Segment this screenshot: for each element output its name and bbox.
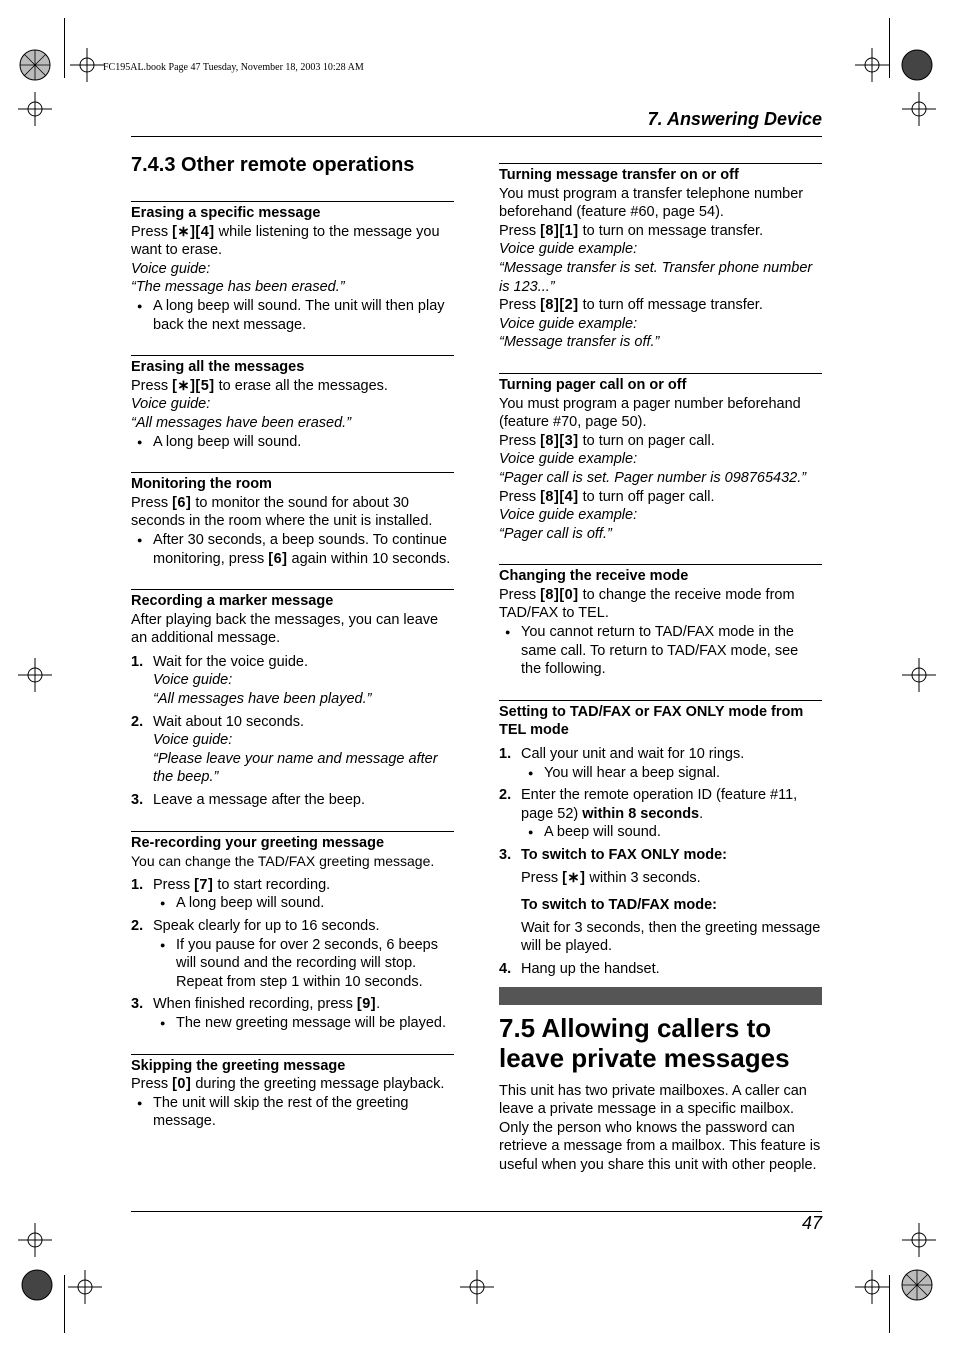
bullet-item: ● If you pause for over 2 seconds, 6 beeps will sound and the recording will stop. Repeat from step 1 within 10 seconds.	[131, 936, 454, 992]
key-sequence: [8][4]	[540, 488, 579, 505]
key-sequence: [0]	[172, 1076, 192, 1093]
section-title-large: 7.5 Allowing callers to leave private messages	[499, 1012, 790, 1073]
crosshair-left-mid	[18, 658, 52, 692]
crosshair-bottom-center	[460, 1270, 494, 1304]
step-item: 1. Press [7] to start recording.	[131, 876, 331, 893]
key-sequence: [8][0]	[540, 586, 579, 603]
instruction: Press [∗][4] while listening to the message you want to erase.	[131, 223, 440, 259]
bullet-item: ● After 30 seconds, a beep sounds. To continue monitoring, press [6] again within 10 seconds.	[131, 531, 454, 568]
bullet-item: ● The new greeting message will be played.	[131, 1014, 454, 1033]
voice-guide-label: Voice guide example:	[499, 315, 638, 332]
step-item: 3. To switch to FAX ONLY mode: Press [∗] within 3 seconds. To switch to TAD/FAX mode: Wait for 3 seconds, then the greeting message will be played.	[499, 847, 821, 955]
crosshair-right-upper	[902, 92, 936, 126]
block-title: Setting to TAD/FAX or FAX ONLY mode from TEL mode	[499, 703, 804, 739]
crosshair-top	[70, 48, 104, 82]
step-item: 3. Leave a message after the beep.	[131, 792, 366, 809]
block-title: Changing the receive mode	[499, 568, 689, 585]
instruction: Press [6] to monitor the sound for about 30 seconds in the room where the unit is installed.	[131, 494, 433, 530]
instruction: Press [8][2] to turn off message transfer.	[499, 297, 763, 314]
right-column	[499, 163, 822, 1175]
step-item: 2. Wait about 10 seconds. Voice guide: “Please leave your name and message after the beep.”	[131, 713, 438, 786]
voice-guide-text: “Message transfer is off.”	[499, 334, 660, 351]
erase-all-block	[131, 355, 454, 451]
intro-text: You must program a transfer telephone number beforehand (feature #60, page 54).	[499, 185, 804, 221]
voice-guide-label: Voice guide:	[131, 260, 211, 277]
registration-mark-top-right	[900, 48, 934, 82]
registration-mark-top-left	[18, 48, 52, 82]
intro-text: You must program a pager number beforehand (feature #70, page 50).	[499, 395, 801, 431]
voice-guide-label: Voice guide example:	[499, 507, 638, 524]
key-sequence: [6]	[172, 494, 192, 511]
bullet-item: ● You will hear a beep signal.	[499, 764, 822, 783]
pager-block	[499, 373, 822, 543]
section-divider-bar	[499, 987, 822, 1005]
section-header	[131, 107, 822, 137]
instruction: Press [8][3] to turn on pager call.	[499, 432, 715, 449]
crosshair-right-lower	[902, 1223, 936, 1257]
footer-rule	[131, 1211, 822, 1212]
voice-guide-text: “The message has been erased.”	[131, 279, 345, 296]
step-item: 1. Call your unit and wait for 10 rings.	[499, 746, 745, 763]
voice-guide-text: “Pager call is set. Pager number is 098765432.”	[499, 469, 807, 486]
skip-block	[131, 1054, 454, 1131]
step-item: 4. Hang up the handset.	[499, 960, 660, 977]
crosshair-left-lower	[18, 1223, 52, 1257]
crop-line	[889, 18, 890, 78]
section-title: 7. Answering Device	[647, 109, 822, 129]
left-column	[131, 150, 454, 1152]
instruction: Press [8][1] to turn on message transfer.	[499, 222, 764, 239]
block-title: Skipping the greeting message	[131, 1057, 346, 1074]
crosshair-right-mid	[902, 658, 936, 692]
block-title: Erasing all the messages	[131, 359, 305, 376]
voice-guide-label: Voice guide example:	[499, 451, 638, 468]
step-item: 3. When finished recording, press [9].	[131, 996, 381, 1013]
crop-line	[64, 18, 65, 78]
crosshair-bottom-left	[68, 1270, 102, 1304]
key-sequence: [8][3]	[540, 432, 579, 449]
subsection-heading: 7.4.3 Other remote operations	[131, 154, 415, 176]
page-number: 47	[801, 1213, 822, 1233]
voice-guide-label: Voice guide example:	[499, 241, 638, 258]
body-text: This unit has two private mailboxes. A caller can leave a private message in a specific mailbox. Only the person who knows the password can retrieve a message from a mailbox. This feature is useful when you share this unit with other people.	[499, 1082, 821, 1173]
crop-line	[889, 1275, 890, 1333]
key-sequence: [∗][5]	[172, 377, 215, 394]
voice-guide-text: “Pager call is off.”	[499, 525, 612, 542]
registration-mark-bottom-left	[20, 1268, 54, 1302]
step-item: 2. Speak clearly for up to 16 seconds.	[131, 918, 380, 934]
instruction: Press [8][0] to change the receive mode from TAD/FAX to TEL.	[499, 586, 795, 622]
key-sequence: [8][2]	[540, 297, 579, 314]
crosshair-bottom-right	[855, 1270, 889, 1304]
key-sequence: [∗][4]	[172, 223, 215, 240]
intro-text: After playing back the messages, you can leave an additional message.	[131, 611, 439, 647]
bullet-item: ● A beep will sound.	[499, 823, 822, 842]
bullet-item: ● A long beep will sound. The unit will then play back the next message.	[131, 297, 454, 334]
crop-line	[64, 1275, 65, 1333]
instruction: Press [∗][5] to erase all the messages.	[131, 377, 388, 394]
bullet-item: ● The unit will skip the rest of the greeting message.	[131, 1094, 454, 1131]
intro-text: You can change the TAD/FAX greeting message.	[131, 853, 435, 870]
setting-mode-block	[499, 700, 822, 979]
monitor-block	[131, 472, 454, 568]
bullet-item: ● You cannot return to TAD/FAX mode in the same call. To return to TAD/FAX mode, see the following.	[499, 623, 822, 679]
voice-guide-label: Voice guide:	[131, 396, 211, 413]
erase-specific-block	[131, 201, 454, 334]
crosshair-left-upper	[18, 92, 52, 126]
instruction: Press [0] during the greeting message playback.	[131, 1076, 445, 1093]
instruction: Press [8][4] to turn off pager call.	[499, 488, 715, 505]
print-header: FC195AL.book Page 47 Tuesday, November 18, 2003 10:28 AM	[103, 62, 364, 73]
step-item: 2. Enter the remote operation ID (feature #11, page 52) within 8 seconds.	[499, 787, 798, 822]
block-title: Turning pager call on or off	[499, 376, 687, 393]
key-sequence: [8][1]	[540, 222, 579, 239]
transfer-block	[499, 163, 822, 352]
block-title: Erasing a specific message	[131, 205, 321, 221]
marker-block	[131, 589, 454, 810]
bullet-item: ● A long beep will sound.	[131, 433, 454, 452]
voice-guide-text: “Message transfer is set. Transfer phone number is 123...”	[499, 259, 813, 295]
step-item: 1. Wait for the voice guide. Voice guide: “All messages have been played.”	[131, 653, 372, 708]
crosshair-top-right	[855, 48, 889, 82]
voice-guide-text: “All messages have been erased.”	[131, 414, 352, 431]
receive-mode-block	[499, 564, 822, 679]
registration-mark-bottom-right	[900, 1268, 934, 1302]
bullet-item: ● A long beep will sound.	[131, 894, 454, 913]
block-title: Re-recording your greeting message	[131, 834, 385, 851]
rerecord-block	[131, 831, 454, 1033]
block-title: Recording a marker message	[131, 593, 334, 610]
block-title: Turning message transfer on or off	[499, 167, 739, 183]
block-title: Monitoring the room	[131, 476, 272, 493]
